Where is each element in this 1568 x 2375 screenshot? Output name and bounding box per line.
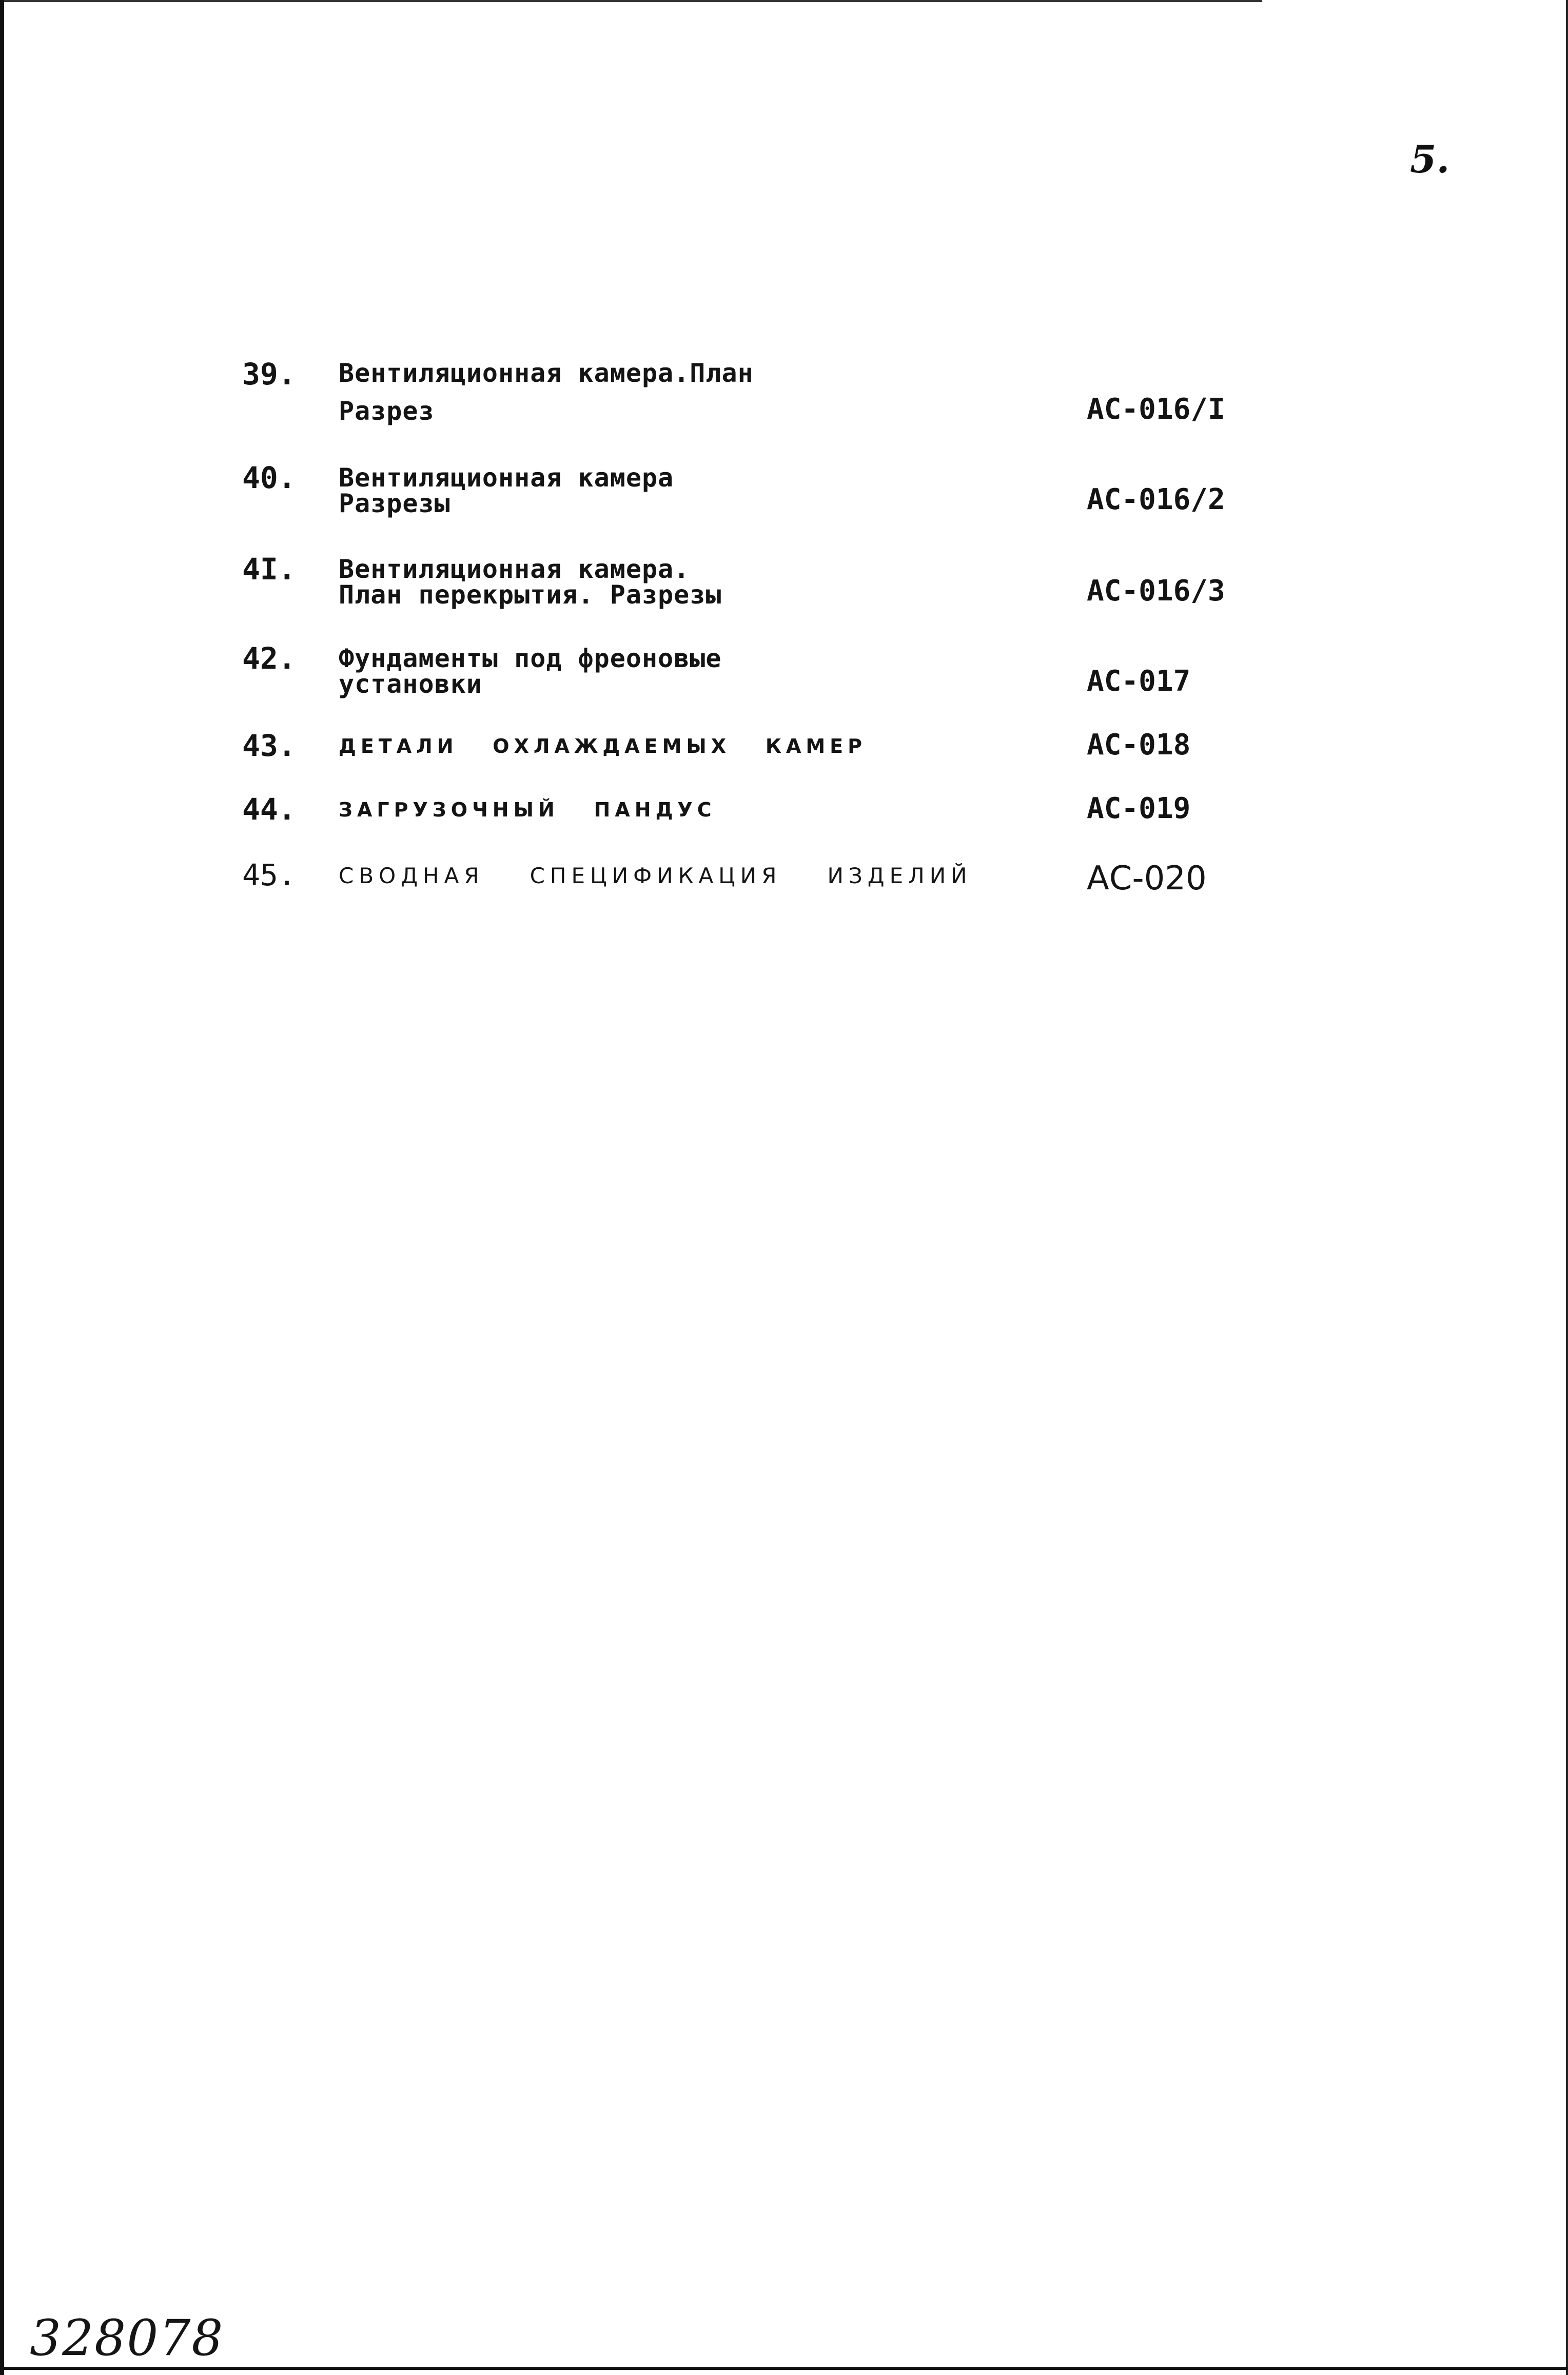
item-title xyxy=(339,727,867,760)
item-code: АС-016/3 xyxy=(1087,574,1225,608)
item-number: 44. xyxy=(242,792,296,827)
item-number: 4I. xyxy=(242,552,296,587)
item-title-line: детали охлаждаемых камер xyxy=(339,727,867,760)
page-edge-left xyxy=(0,0,4,2375)
page-edge-right xyxy=(1566,0,1568,2375)
item-title-line: установки xyxy=(339,669,482,699)
item-title xyxy=(339,556,721,608)
item-code: АС-020 xyxy=(1087,860,1207,898)
item-title-line: Вентиляционная камера xyxy=(339,463,674,493)
item-title-line: План перекрытия. Разрезы xyxy=(339,580,722,610)
item-title xyxy=(339,465,674,516)
item-title-line: Вентиляционная камера.План xyxy=(339,358,754,388)
item-title xyxy=(339,855,972,891)
handwritten-number: 328078 xyxy=(30,2309,224,2367)
item-number: 39. xyxy=(242,357,296,392)
item-number: 45. xyxy=(242,858,296,892)
item-code: АС-016/2 xyxy=(1087,483,1225,516)
item-title xyxy=(339,360,754,424)
item-title-line: Разрезы xyxy=(339,489,450,518)
item-code: АС-018 xyxy=(1087,728,1191,762)
item-title-line: Фундаменты под фреоновые xyxy=(339,644,722,673)
item-code: АС-017 xyxy=(1087,665,1191,698)
item-code: АС-016/I xyxy=(1087,393,1225,426)
item-number: 40. xyxy=(242,460,296,495)
item-title-line: сводная спецификация изделий xyxy=(339,855,972,891)
item-number: 43. xyxy=(242,728,296,763)
page-edge-bottom xyxy=(0,2367,1568,2370)
item-code: АС-019 xyxy=(1087,792,1191,825)
page-edge-top xyxy=(0,0,1262,2)
item-title xyxy=(339,791,716,823)
item-number: 42. xyxy=(242,641,296,676)
item-title-line: загрузочный пандус xyxy=(339,791,716,823)
item-title xyxy=(339,646,721,697)
page-number: 5. xyxy=(1410,138,1450,182)
item-title-line: Вентиляционная камера. xyxy=(339,554,690,584)
item-title-line: Разрез xyxy=(339,396,435,426)
